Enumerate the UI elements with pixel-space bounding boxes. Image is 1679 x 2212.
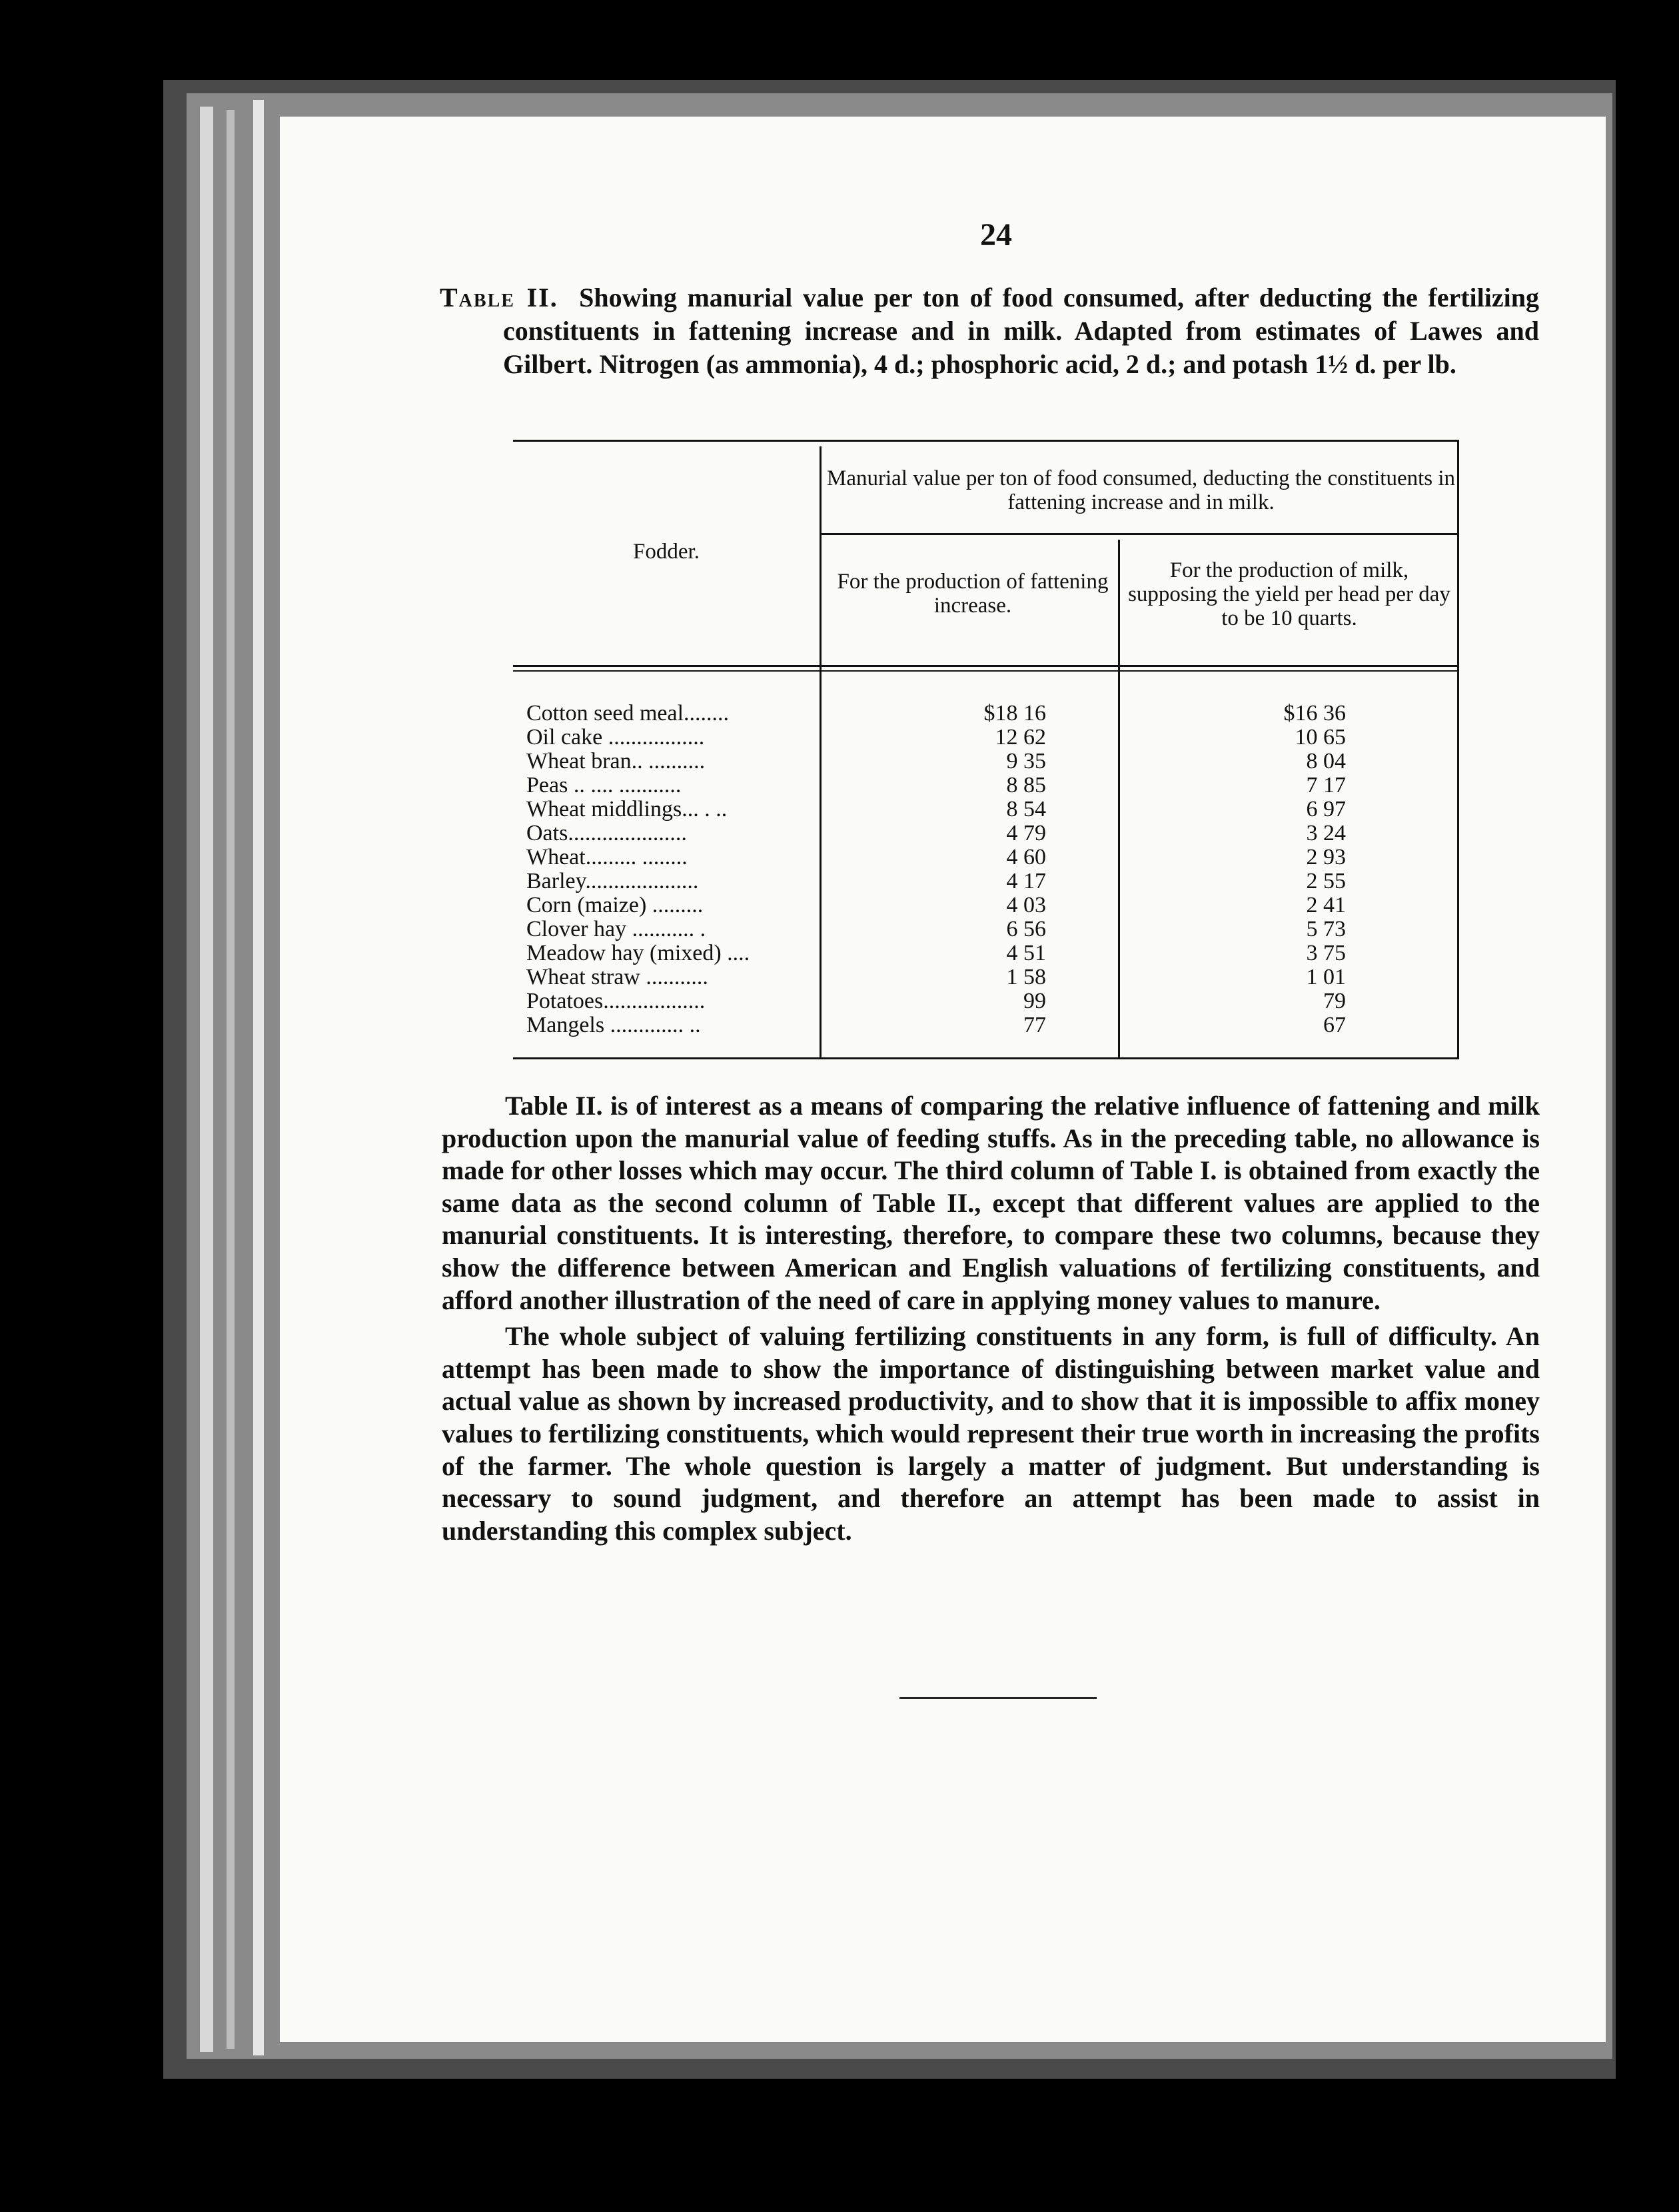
milk-value-cell: 3 24: [1306, 821, 1346, 845]
table-row: [513, 989, 1459, 1013]
body-text: [442, 1090, 1540, 1551]
fattening-value-cell: $18 16: [983, 701, 1046, 726]
milk-value-cell: 10 65: [1295, 725, 1346, 750]
fattening-value-cell: 9 35: [1006, 749, 1046, 774]
fattening-value-cell: 12 62: [995, 725, 1046, 750]
fodder-column-header: Fodder.: [633, 540, 700, 564]
fodder-cell: Wheat straw ...........: [526, 965, 708, 989]
table-body: [513, 702, 1459, 1037]
fodder-cell: Peas .. .... ...........: [526, 774, 682, 798]
fodder-cell: Wheat middlings... . ..: [526, 798, 728, 822]
paragraph: The whole subject of valuing fertilizing constituents in any form, is full of difficulty. An attempt has been made to show the importance of distinguishing between market value and actual value as shown by increased productivity, and to show that it is impossible to affix money values to fertilizing constituents, which would represent their true worth in increasing the profits of the farmer. The whole question is largely a matter of judgment. But understanding is necessary to sound judgment, and therefore an attempt has been made to assist in understanding this complex subject.: [442, 1321, 1540, 1546]
fodder-cell: Wheat bran.. ..........: [526, 750, 706, 774]
fattening-value-cell: 8 85: [1006, 773, 1046, 798]
table-row: [513, 1013, 1459, 1037]
milk-value-cell: $16 36: [1283, 701, 1346, 726]
milk-value-cell: 2 55: [1306, 869, 1346, 893]
fodder-cell: Oil cake .................: [526, 726, 705, 750]
paragraph: Table II. is of interest as a means of comparing the relative influence of fattening and milk production upon the manurial value of feeding stuffs. As in the preceding table, no allowance is made for other losses which may occur. The third column of Table I. is obtained from exactly the same data as the second column of Table II., except that different values are applied to the manurial constituents. It is interesting, therefore, to compare these two columns, because they show the difference between American and English valuations of fertilizing constituents, and afford another illustration of the need of care in applying money values to manure.: [442, 1091, 1540, 1315]
table-row: [513, 893, 1459, 917]
fodder-cell: Clover hay ........... .: [526, 917, 706, 941]
fodder-cell: Barley....................: [526, 869, 699, 893]
page-edge-strip: [227, 110, 235, 2049]
fodder-cell: Wheat......... ........: [526, 845, 688, 869]
table-row: [513, 845, 1459, 869]
milk-value-cell: 1 01: [1306, 965, 1346, 989]
page-edge-strip: [200, 107, 213, 2052]
table-row: [513, 750, 1459, 774]
page-edge-strip: [253, 100, 264, 2055]
fattening-value-cell: 4 51: [1006, 941, 1046, 965]
book-page: [280, 117, 1606, 2042]
table-row: [513, 869, 1459, 893]
caption-lead: Table II.: [440, 282, 558, 312]
milk-column-header: For the production of milk, supposing the yield per head per day to be 10 quarts.: [1128, 558, 1450, 630]
table-row: [513, 917, 1459, 941]
milk-value-cell: 3 75: [1306, 941, 1346, 965]
fattening-value-cell: 6 56: [1006, 917, 1046, 941]
fodder-cell: Mangels ............. ..: [526, 1013, 701, 1037]
fodder-cell: Corn (maize) .........: [526, 893, 704, 917]
milk-value-cell: 2 41: [1306, 893, 1346, 917]
milk-value-cell: 79: [1323, 989, 1346, 1013]
table-row: [513, 774, 1459, 798]
milk-value-cell: 67: [1323, 1013, 1346, 1037]
manurial-value-table: [513, 440, 1459, 1059]
milk-value-cell: 5 73: [1306, 917, 1346, 941]
caption-text: Showing manurial value per ton of food consumed, after deducting the fertilizing constituents in fattening increase and in milk. Adapted from estimates of Lawes and Gilbert. Nitrogen (as ammonia), 4 d.; phosphoric acid, 2 d.; and potash 1½ d. per lb.: [503, 282, 1539, 379]
table-row: [513, 965, 1459, 989]
table-row: [513, 822, 1459, 845]
milk-value-cell: 8 04: [1306, 749, 1346, 774]
fodder-cell: Cotton seed meal........: [526, 702, 730, 726]
table-row: [513, 726, 1459, 750]
fattening-value-cell: 1 58: [1006, 965, 1046, 989]
fattening-value-cell: 8 54: [1006, 797, 1046, 822]
fattening-value-cell: 99: [1023, 989, 1046, 1013]
fattening-value-cell: 4 17: [1006, 869, 1046, 893]
fodder-cell: Oats.....................: [526, 822, 687, 845]
fodder-cell: Meadow hay (mixed) ....: [526, 941, 750, 965]
table-row: [513, 798, 1459, 822]
fattening-value-cell: 77: [1023, 1013, 1046, 1037]
closing-rule: [899, 1697, 1097, 1699]
group-column-header: Manurial value per ton of food consumed, deducting the constituents in fattening increase and in milk.: [826, 466, 1456, 514]
fattening-value-cell: 4 03: [1006, 893, 1046, 917]
fattening-value-cell: 4 79: [1006, 821, 1046, 845]
page-number: 24: [980, 217, 1012, 253]
fodder-cell: Potatoes..................: [526, 989, 706, 1013]
table-row: [513, 702, 1459, 726]
milk-value-cell: 7 17: [1306, 773, 1346, 798]
fattening-column-header: For the production of fattening increase.: [837, 570, 1109, 618]
milk-value-cell: 2 93: [1306, 845, 1346, 869]
table-row: [513, 941, 1459, 965]
fattening-value-cell: 4 60: [1006, 845, 1046, 869]
milk-value-cell: 6 97: [1306, 797, 1346, 822]
table-caption: [440, 281, 1539, 381]
